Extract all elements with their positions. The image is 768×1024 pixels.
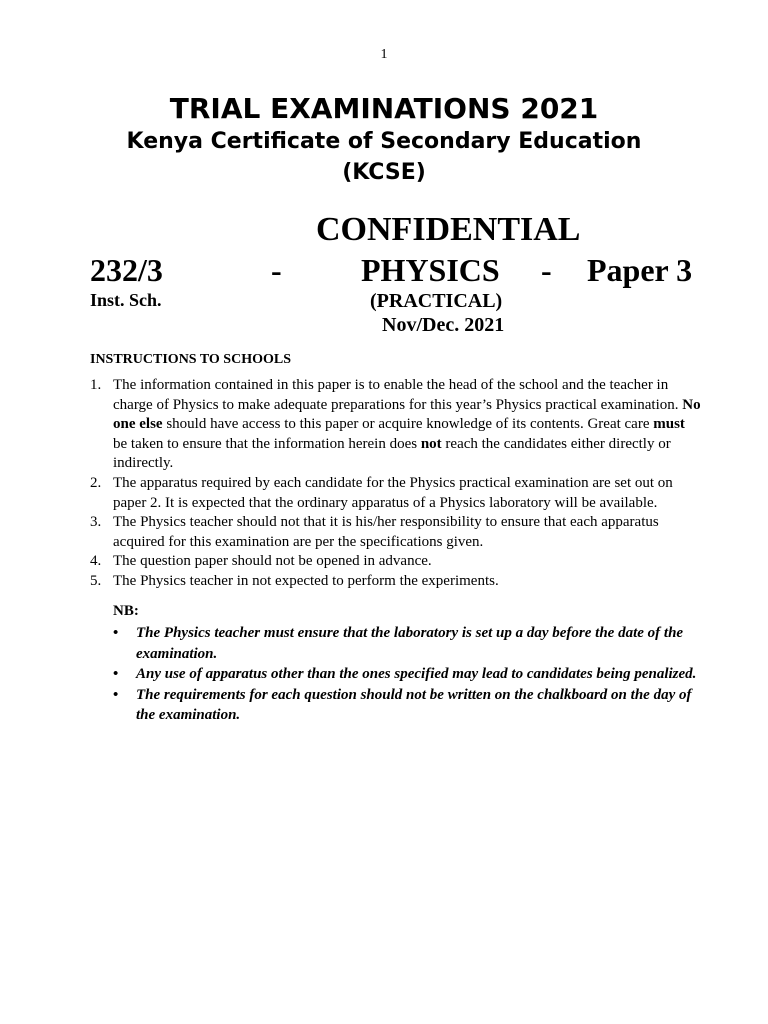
title-block <box>0 92 768 188</box>
instruction-text: reach the candidates either directly or indirectly. <box>113 435 671 472</box>
instruction-text: The Physics teacher should not that it is his/her responsibility to ensure that each apparatus acquired for this examination are per the specifications given. <box>113 514 659 550</box>
document-subtitle-abbrev: (KCSE) <box>342 160 426 185</box>
instructions-heading: INSTRUCTIONS TO SCHOOLS <box>90 352 291 367</box>
instruction-text: should have access to this paper or acquire knowledge of its contents. Great care <box>162 416 654 433</box>
nb-list <box>113 623 705 726</box>
nb-label: NB: <box>113 603 139 619</box>
list-number: 3. <box>90 514 102 531</box>
list-item <box>113 623 705 664</box>
bullet-icon: • <box>113 686 119 703</box>
confidential-label: CONFIDENTIAL <box>316 211 581 248</box>
nb-text: The Physics teacher must ensure that the laboratory is set up a day before the date of the examination. <box>136 625 684 662</box>
document-title: TRIAL EXAMINATIONS 2021 <box>169 92 599 125</box>
list-number: 1. <box>90 377 102 393</box>
list-number: 2. <box>90 474 102 491</box>
bullet-icon: • <box>113 625 119 641</box>
list-item <box>113 664 705 685</box>
list-number: 5. <box>90 572 102 589</box>
instruction-text: The Physics teacher in not expected to perform the experiments. <box>113 572 499 589</box>
list-item <box>90 513 702 552</box>
exam-date: Nov/Dec. 2021 <box>382 314 505 336</box>
list-number: 4. <box>90 553 102 570</box>
instructions-list <box>90 376 702 592</box>
bullet-icon: • <box>113 666 119 682</box>
emphasis-text: not <box>420 435 442 452</box>
instruction-text: The question paper should not be opened in advance. <box>113 553 432 570</box>
paper-code: 232/3 <box>90 252 163 288</box>
instruction-text: be taken to ensure that the information herein does <box>113 435 421 452</box>
list-item <box>113 685 705 726</box>
institution-label: Inst. Sch. <box>90 290 162 310</box>
page-number: 1 <box>380 47 388 62</box>
separator-dash: - <box>541 252 552 288</box>
nb-text: The requirements for each question should not be written on the chalkboard on the day of the examination. <box>136 686 692 723</box>
instruction-text: The information contained in this paper is to enable the head of the school and the teacher in charge of Physics to make adequate preparations for this year’s Physics practical examination. <box>113 377 683 413</box>
document-subtitle: Kenya Certificate of Secondary Education <box>126 129 642 154</box>
paper-heading-row <box>90 250 696 290</box>
list-item <box>90 572 702 592</box>
list-item <box>90 474 702 513</box>
emphasis-text: No one else <box>113 396 701 433</box>
separator-dash: - <box>271 252 282 288</box>
nb-text: Any use of apparatus other than the ones specified may lead to candidates being penalized. <box>136 666 697 682</box>
paper-type: (PRACTICAL) <box>370 290 503 312</box>
list-item <box>90 552 702 572</box>
instruction-text: The apparatus required by each candidate for the Physics practical examination are set out on paper 2. It is expected that the ordinary apparatus of a Physics laboratory will be available. <box>113 474 673 511</box>
paper-label: Paper 3 <box>587 252 693 288</box>
list-item <box>90 376 702 474</box>
subject-name: PHYSICS <box>361 252 500 288</box>
emphasis-text: must <box>653 416 685 433</box>
